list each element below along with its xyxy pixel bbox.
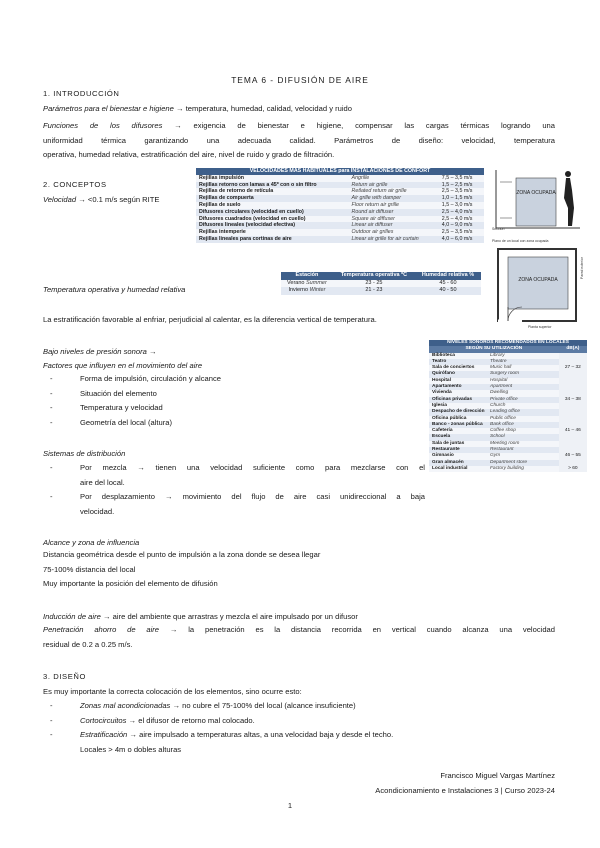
table-cell: Linear air grille for air curtain xyxy=(349,236,439,243)
table-cell: Restaurante Restaurant xyxy=(429,447,559,453)
functions-line-2: uniformidad térmica garantizando una adecuada calidad. Parámetros de diseño: velocidad, temperatura xyxy=(43,135,555,145)
section-heading-design: 3. DISEÑO xyxy=(43,672,86,681)
table-row xyxy=(196,182,484,189)
reach-line: Distancia geométrica desde el punto de impulsión a la zona donde se desea llegar xyxy=(43,550,321,559)
op-temp-label: Temperatura operativa y humedad relativa xyxy=(43,285,186,294)
table-cell: Floor return air grille xyxy=(349,202,439,209)
list-item: - Estratificación → aire impulsado a temperaturas altas, a una velocidad baja y desde el techo. xyxy=(50,730,394,739)
table-cell: Teatro Theatre xyxy=(429,359,559,365)
season-table xyxy=(281,272,481,295)
table-cell: Difusores lineales (velocidad efectiva) xyxy=(196,222,349,229)
design-intro: Es muy importante la correcta colocación de los elementos, sino ocurre esto: xyxy=(43,687,302,696)
stratification-text: La estratificación favorable al enfriar, perjudicial al calentar, es la diferencia vertical de temperatura. xyxy=(43,315,377,324)
page-number: 1 xyxy=(287,801,293,810)
velocity-label: Velocidad xyxy=(43,195,77,204)
table-cell: Escuela School xyxy=(429,434,559,440)
table-cell: 2,5 – 3,5 m/s xyxy=(439,229,484,236)
induction-text: → aire del ambiente que arrastras y mezcla el aire impulsado por un difusor xyxy=(102,612,358,621)
reach-line: Muy importante la posición del elemento de difusión xyxy=(43,579,218,588)
table-cell: Cafetería Coffee shop xyxy=(429,428,559,434)
noise-value-cell: 46 – 55 xyxy=(559,447,587,466)
list-item: - Cortocircuitos → el difusor de retorno mal colocado. xyxy=(50,715,255,725)
table-row xyxy=(281,280,481,288)
table-cell: 2,5 – 3,5 m/s xyxy=(439,188,484,195)
plan-side-caption: Pared exterior xyxy=(580,257,584,279)
table-cell: Difusores cuadrados (velocidad en cuello) xyxy=(196,216,349,223)
design-list xyxy=(50,699,394,757)
params-label: Parámetros para el bienestar e higiene xyxy=(43,104,174,113)
table-row xyxy=(196,216,484,223)
functions-line-1: → exigencia de bienestar e higiene, compensar las cargas térmicas logrando una xyxy=(174,121,555,130)
penetration-line-2: residual de 0.2 a 0.25 m/s. xyxy=(43,639,133,649)
table-cell: 1,5 – 2,5 m/s xyxy=(439,182,484,189)
table-cell: Oficina pública Public office xyxy=(429,416,559,422)
table-cell: Retlated return air grille xyxy=(349,188,439,195)
table-cell: Gimnasio Gym xyxy=(429,453,559,459)
list-item: - Geometría del local (altura) xyxy=(50,417,173,427)
table-cell: Round air diffuser xyxy=(349,209,439,216)
table-cell: 23 - 25 xyxy=(333,280,415,288)
table-cell: Apartamento Apartment xyxy=(429,384,559,390)
season-header-station: Estación xyxy=(281,272,333,280)
table-row xyxy=(196,236,484,243)
table-cell: 2,5 – 4,0 m/s xyxy=(439,216,484,223)
table-cell: Rejillas retorno con lamas a 45º con o sin filtro xyxy=(196,182,349,189)
plan-figure xyxy=(492,239,590,337)
params-text: → temperatura, humedad, calidad, velocidad y ruido xyxy=(175,104,353,113)
section-figure xyxy=(492,168,584,234)
table-cell: 4,0 – 6,0 m/s xyxy=(439,236,484,243)
table-cell: 1,5 – 3,0 m/s xyxy=(439,202,484,209)
table-cell: Outdoor air grilles xyxy=(349,229,439,236)
noise-col-usage: SEGÚN SU UTILIZACIÓN xyxy=(429,346,559,352)
section-heading-concepts: 2. CONCEPTOS xyxy=(43,180,107,189)
table-cell: Return air grille xyxy=(349,182,439,189)
table-cell: Sala de juntas Meeting room xyxy=(429,441,559,447)
velocity-table xyxy=(196,168,484,243)
noise-table-title: NIVELES SONOROS RECOMENDADOS EN LOCALES xyxy=(429,340,587,346)
factors-list xyxy=(50,372,221,430)
zone-label-plan: ZONA OCUPADA xyxy=(518,277,558,283)
table-cell: Rejillas impulsión xyxy=(196,175,349,182)
plan-caption: Plano de un local con zona ocupada xyxy=(492,239,549,243)
table-row xyxy=(196,229,484,236)
induction-line xyxy=(43,612,358,622)
table-cell: 45 - 60 xyxy=(415,280,481,288)
table-cell: Air grille with damper xyxy=(349,195,439,202)
table-cell: Local industrial Factory building xyxy=(429,466,559,472)
season-header-temp: Temperatura operativa ºC xyxy=(333,272,415,280)
table-cell: Rejillas de suelo xyxy=(196,202,349,209)
noise-table xyxy=(429,340,587,472)
penetration-paragraph xyxy=(43,623,555,652)
table-row xyxy=(196,195,484,202)
table-cell: Quirófano Surgery room xyxy=(429,371,559,377)
list-item: - Temperatura y velocidad xyxy=(50,403,163,412)
systems-list xyxy=(50,461,425,519)
table-cell: Biblioteca Library xyxy=(429,353,559,359)
table-cell: Angrille xyxy=(349,175,439,182)
list-item: - Zonas mal acondicionadas → no cubre el 75-100% del local (alcance insuficiente) xyxy=(50,701,356,710)
functions-paragraph xyxy=(43,119,555,163)
table-row xyxy=(429,466,587,472)
table-row xyxy=(196,202,484,209)
table-cell: Despacho de dirección Leading office xyxy=(429,409,559,415)
plan-bottom-caption: Planta superior xyxy=(528,325,552,329)
noise-value-cell: > 60 xyxy=(559,466,587,472)
zone-label-section: ZONA OCUPADA xyxy=(516,190,556,196)
factors-label: Factores que influyen en el movimiento del aire xyxy=(43,361,203,370)
season-header-humidity: Humedad relativa % xyxy=(415,272,481,280)
footer-author: Francisco Miguel Vargas Martínez xyxy=(440,771,555,780)
reach-lines xyxy=(43,548,320,592)
table-row xyxy=(196,175,484,182)
list-item: - Forma de impulsión, circulación y alcance xyxy=(50,374,221,383)
params-line xyxy=(43,104,352,114)
velocity-table-title: VELOCIDADES MÁS HABITUALES para INSTALACIONES DE CONFORT xyxy=(196,168,484,175)
induction-label: Inducción de aire xyxy=(43,612,101,621)
table-cell: Gran almacén Department store xyxy=(429,460,559,466)
reach-line: 75-100% distancia del local xyxy=(43,564,136,574)
noise-label: Bajo niveles de presión sonora → xyxy=(43,347,157,356)
penetration-line-1: → la penetración es la distancia recorrida en vertical cuando alcanza una velocidad xyxy=(169,625,555,634)
table-cell: 40 - 50 xyxy=(415,287,481,295)
table-row xyxy=(196,222,484,229)
list-item-cont: Locales > 4m o dobles alturas xyxy=(80,744,182,754)
penetration-label: Penetración ahorro de aire xyxy=(43,625,160,634)
list-item: - Por mezcla → tienen una velocidad suficiente como para mezclarse con el xyxy=(50,463,425,472)
noise-value-cell: 34 – 38 xyxy=(559,384,587,415)
table-cell: Rejillas de compuerta xyxy=(196,195,349,202)
table-row xyxy=(196,188,484,195)
table-cell: Vivienda Dwelling xyxy=(429,390,559,396)
table-cell: Hospital Hospital xyxy=(429,378,559,384)
functions-label: Funciones de los difusores xyxy=(43,121,163,130)
table-cell: Invierno Winter xyxy=(281,287,333,295)
table-cell: Rejillas intemperie xyxy=(196,229,349,236)
table-cell: Linear air diffuser xyxy=(349,222,439,229)
table-cell: Rejillas lineales para cortinas de aire xyxy=(196,236,349,243)
section-caption: Sección xyxy=(492,227,505,231)
table-cell: 7,5 – 3,5 m/s xyxy=(439,175,484,182)
table-cell: Banco - zonas pública Bank office xyxy=(429,422,559,428)
table-cell: Sala de conciertos Music hall xyxy=(429,365,559,371)
noise-col-db: dB(A) xyxy=(559,346,587,352)
table-cell: 1,0 – 1,5 m/s xyxy=(439,195,484,202)
table-cell: Square air diffuser xyxy=(349,216,439,223)
table-cell: 21 - 23 xyxy=(333,287,415,295)
page-title: TEMA 6 - DIFUSIÓN DE AIRE xyxy=(231,75,369,85)
table-cell: Difusores circulares (velocidad en cuello) xyxy=(196,209,349,216)
velocity-line xyxy=(43,195,159,205)
table-cell: Verano Summer xyxy=(281,280,333,288)
list-item-cont: velocidad. xyxy=(80,506,115,516)
table-row xyxy=(281,287,481,295)
section-heading-intro: 1. INTRODUCCIÓN xyxy=(43,89,120,98)
reach-label: Alcance y zona de influencia xyxy=(43,538,140,547)
velocity-text: → <0.1 m/s según RITE xyxy=(78,195,160,204)
list-item: - Por desplazamiento → movimiento del flujo de aire casi unidireccional a baja xyxy=(50,492,425,501)
table-cell: Iglesia Church xyxy=(429,403,559,409)
footer-course: Acondicionamiento e Instalaciones 3 | Curso 2023-24 xyxy=(375,786,555,795)
table-cell: 2,5 – 4,0 m/s xyxy=(439,209,484,216)
table-cell: Rejillas de retorno de retícula xyxy=(196,188,349,195)
table-row xyxy=(196,209,484,216)
list-item-cont: aire del local. xyxy=(80,477,125,487)
noise-value-cell: 41 – 46 xyxy=(559,416,587,447)
systems-label: Sistemas de distribución xyxy=(43,449,126,458)
table-cell: Oficinas privadas Private office xyxy=(429,397,559,403)
noise-value-cell: 27 – 32 xyxy=(559,353,587,384)
table-cell: 4,0 – 9,0 m/s xyxy=(439,222,484,229)
list-item: - Situación del elemento xyxy=(50,388,157,398)
functions-line-3: operativa, humedad relativa, estratificación del aire, nivel de ruido y grado de filtración. xyxy=(43,150,335,159)
